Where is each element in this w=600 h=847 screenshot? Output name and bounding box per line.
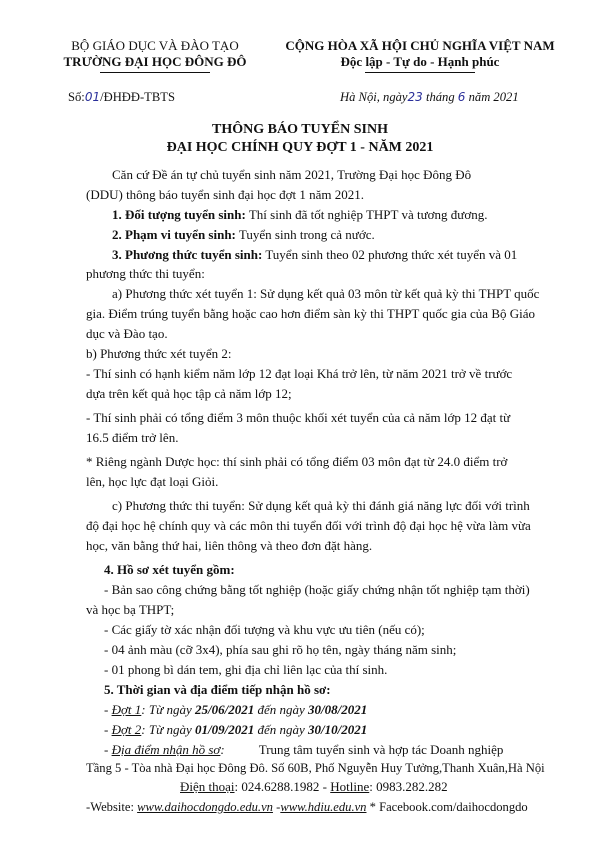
ministry-name: BỘ GIÁO DỤC VÀ ĐÀO TẠO bbox=[71, 38, 239, 53]
method-a-line-1: a) Phương thức xét tuyển 1: Sử dụng kết quả 03 môn từ kết quả kỳ thi THPT quốc bbox=[112, 286, 540, 301]
national-motto: Độc lập - Tự do - Hạnh phúc bbox=[340, 54, 500, 69]
method-b-line-4: 16.5 điểm trở lên. bbox=[86, 430, 179, 445]
website-link-2[interactable]: www.hdiu.edu.vn bbox=[280, 800, 367, 814]
website-link-1[interactable]: www.daihocdongdo.edu.vn bbox=[137, 800, 273, 814]
phone-value: : 024.6288.1982 bbox=[234, 779, 320, 794]
section-3: 3. Phương thức tuyển sinh: Tuyển sinh theo 02 phương thức xét tuyển và 01 bbox=[112, 247, 518, 262]
location-value: Trung tâm tuyển sinh và hợp tác Doanh nghiệp bbox=[258, 742, 504, 757]
dossier-line-1: - Bản sao công chứng bằng tốt nghiệp (hoặc giấy chứng nhận tốt nghiệp tạm thời) bbox=[104, 582, 530, 597]
round-1: - Đợt 1: Từ ngày 25/06/2021 đến ngày 30/08/2021 bbox=[104, 702, 368, 717]
method-b-line-5: * Riêng ngành Dược học: thí sinh phải có tổng điểm 03 môn đạt từ 24.0 điểm trở bbox=[86, 454, 508, 469]
section-4-heading: 4. Hồ sơ xét tuyển gồm: bbox=[104, 562, 235, 577]
handwritten-doc-number: 01 bbox=[84, 90, 101, 104]
method-b-line-1: - Thí sinh có hạnh kiểm năm lớp 12 đạt loại Khá trở lên, từ năm 2021 trở về trước bbox=[86, 366, 513, 381]
section-5-heading: 5. Thời gian và địa điểm tiếp nhận hồ sơ: bbox=[104, 682, 331, 697]
title-line-1: THÔNG BÁO TUYỂN SINH bbox=[212, 122, 388, 137]
section-3-line-2: phương thức thi tuyển: bbox=[86, 266, 205, 281]
header-right-underline bbox=[365, 72, 475, 73]
hotline-value: : 0983.282.282 bbox=[369, 779, 448, 794]
location-label: Địa điểm nhận hồ sơ bbox=[111, 742, 221, 757]
method-c-line-2: độ đại học hệ chính quy và các môn thi tuyển đối với trình độ đại học hệ vừa làm vừa bbox=[86, 518, 531, 533]
dossier-line-5: - 01 phong bì dán tem, ghi địa chỉ liên lạc của thí sinh. bbox=[104, 662, 388, 677]
facebook-link[interactable]: * Facebook.com/daihocdongdo bbox=[366, 800, 528, 814]
handwritten-month: 6 bbox=[457, 90, 466, 104]
section-2: 2. Phạm vi tuyển sinh: Tuyển sinh trong cả nước. bbox=[112, 227, 375, 242]
address: Tầng 5 - Tòa nhà Đại học Đông Đô. Số 60B, Phố Nguyễn Huy Tưởng,Thanh Xuân,Hà Nội bbox=[86, 761, 545, 775]
method-b-line-6: lên, học lực đạt loại Giỏi. bbox=[86, 474, 219, 489]
dossier-line-4: - 04 ảnh màu (cỡ 3x4), phía sau ghi rõ họ tên, ngày tháng năm sinh; bbox=[104, 642, 457, 657]
web-links: -Website: www.daihocdongdo.edu.vn -www.hdiu.edu.vn * Facebook.com/daihocdongdo bbox=[86, 800, 528, 814]
handwritten-day: 23 bbox=[407, 90, 423, 104]
method-b-line-2: dựa trên kết quả học tập cả năm lớp 12; bbox=[86, 386, 292, 401]
hotline-label: Hotline bbox=[330, 779, 370, 794]
country-name: CỘNG HÒA XÃ HỘI CHỦ NGHĨA VIỆT NAM bbox=[285, 38, 555, 53]
dossier-line-3: - Các giấy tờ xác nhận đối tượng và khu vực ưu tiên (nếu có); bbox=[104, 622, 425, 637]
method-c-line-3: học, văn bằng thứ hai, liên thông và theo đơn đặt hàng. bbox=[86, 538, 373, 553]
round-2: - Đợt 2: Từ ngày 01/09/2021 đến ngày 30/10/2021 bbox=[104, 722, 368, 737]
header-left-underline bbox=[100, 72, 210, 73]
method-b-line-3: - Thí sinh phải có tổng điểm 3 môn thuộc khối xét tuyển của cả năm lớp 12 đạt từ bbox=[86, 410, 511, 425]
round-2-label: Đợt 2 bbox=[111, 722, 142, 737]
method-b-heading: b) Phương thức xét tuyển 2: bbox=[86, 346, 232, 361]
title-line-2: ĐẠI HỌC CHÍNH QUY ĐỢT 1 - NĂM 2021 bbox=[166, 140, 434, 155]
university-name: TRƯỜNG ĐẠI HỌC ĐÔNG ĐÔ bbox=[63, 54, 247, 69]
round-1-label: Đợt 1 bbox=[111, 702, 142, 717]
place-date: Hà Nội, ngày23 tháng 6 năm 2021 bbox=[340, 90, 519, 104]
location: - Địa điểm nhận hồ sơ: Trung tâm tuyển sinh và hợp tác Doanh nghiệp bbox=[104, 742, 504, 757]
method-a-line-2: gia. Điểm trúng tuyển bằng hoặc cao hơn điểm sàn kỳ thi THPT quốc gia của Bộ Giáo bbox=[86, 306, 536, 321]
intro-line-1: Căn cứ Đề án tự chủ tuyển sinh năm 2021, Trường Đại học Đông Đô bbox=[112, 167, 472, 182]
method-a-line-3: dục và Đào tạo. bbox=[86, 326, 168, 341]
contact-phones: Điện thoại: 024.6288.1982 - Hotline: 0983.282.282 bbox=[180, 779, 448, 794]
website-label: Website bbox=[90, 800, 131, 814]
phone-label: Điện thoại bbox=[180, 779, 235, 794]
intro-line-2: (DDU) thông báo tuyển sinh đại học đợt 1 năm 2021. bbox=[86, 187, 365, 202]
document-number: Số:01/ĐHĐĐ-TBTS bbox=[68, 90, 175, 104]
dossier-line-2: và học bạ THPT; bbox=[86, 602, 175, 617]
section-1: 1. Đối tượng tuyển sinh: Thí sinh đã tốt nghiệp THPT và tương đương. bbox=[112, 207, 488, 222]
method-c-line-1: c) Phương thức thi tuyển: Sử dụng kết quả kỳ thi đánh giá năng lực đối với trình bbox=[112, 498, 530, 513]
